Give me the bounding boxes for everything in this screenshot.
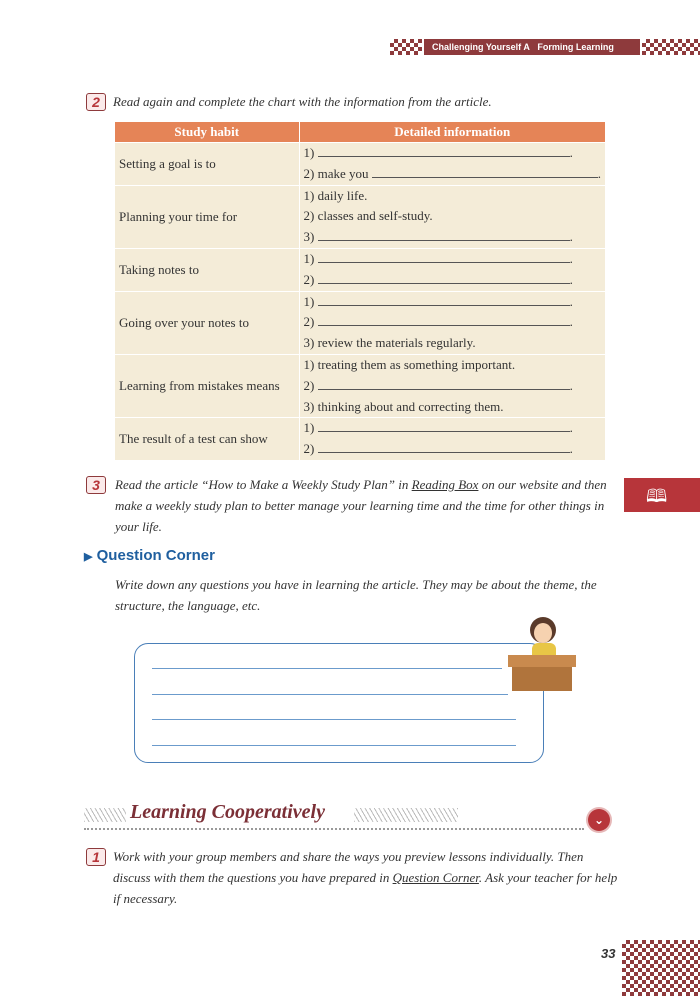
detail-line: 2) . [303,314,573,330]
detail-cell [299,185,605,248]
answer-blank[interactable] [318,143,570,157]
study-habit-chart [115,122,605,460]
open-book-icon: 🕮 [646,486,668,506]
detail-text: 1) [303,250,315,266]
study-habit-cell: The result of a test can show [115,418,299,460]
text: . Ask your teacher for help if necessary. [113,870,618,906]
detail-text: 2) [303,271,315,287]
detail-text: 1) [303,420,315,436]
detail-line: 1) . [303,145,573,160]
answer-blank[interactable] [318,292,570,306]
answer-blank[interactable] [318,249,570,263]
table-row [115,291,605,354]
detail-text: 3) [303,229,315,245]
detail-text: 1) [303,293,315,309]
hatch-decoration [354,808,458,822]
running-header [424,39,640,68]
column-header: Study habit [115,122,299,143]
section-title: Learning Cooperatively [130,801,325,823]
detail-text: 2) [303,377,315,393]
task-instruction: Read again and complete the chart with the information from the article. [113,94,492,109]
detail-line [304,333,601,354]
detail-line: 1) . [303,293,573,309]
writing-line[interactable] [152,694,508,695]
answer-blank[interactable] [318,227,570,241]
detail-line: 2) . [303,271,573,287]
answer-blank[interactable] [318,439,570,453]
hatch-decoration [84,808,126,822]
detail-cell [299,291,605,354]
task-instruction [115,474,620,537]
unit-label: Challenging Yourself A [432,42,530,52]
detail-cell [299,354,605,417]
writing-line[interactable] [152,719,516,720]
checker-decoration [390,39,422,55]
double-chevron-down-icon[interactable]: ⌄ [588,809,610,831]
text: Read the article “How to Make a Weekly Study Plan” in [115,477,412,492]
task-number: 1 [86,848,106,866]
answer-blank[interactable] [318,312,570,326]
detail-cell [299,418,605,460]
detail-text: 1) daily life. [303,187,368,203]
table-row [115,354,605,417]
detail-line: 2) . [303,441,573,457]
unit-title: Forming Learning Habits [432,42,614,68]
question-corner-heading [84,547,215,564]
table-row [115,418,605,460]
table-row [115,143,605,186]
heading-text: Question Corner [96,547,215,564]
study-habit-cell: Taking notes to [115,248,299,291]
checker-decoration [642,39,700,55]
study-habit-cell: Learning from mistakes means [115,354,299,417]
detail-line: 2) make you . [303,165,601,181]
checker-decoration [622,940,700,996]
detail-text: 2) classes and self-study. [303,208,433,224]
detail-line [304,397,601,418]
text: Work with your group members and share the ways you preview lessons individually. Then discuss with them the questions you have prepared in [113,849,584,885]
detail-line: 2) . [303,377,573,393]
study-habit-cell: Setting a goal is to [115,143,299,186]
question-instruction: Write down any questions you have in learning the article. They may be about the theme, the structure, the language, etc. [115,577,597,613]
detail-cell [299,248,605,291]
column-header: Detailed information [299,122,605,143]
detail-text: 3) review the materials regularly. [303,335,476,351]
detail-text: 3) thinking about and correcting them. [303,398,504,414]
table-row [115,185,605,248]
reading-box-link[interactable]: Reading Box [411,477,479,492]
answer-blank[interactable] [318,376,570,390]
side-tab [624,478,700,512]
dotted-divider [84,828,584,830]
detail-line: 1) . [303,250,573,266]
writing-line[interactable] [152,668,502,669]
detail-line [304,355,601,376]
question-corner-link[interactable]: Question Corner [392,870,479,885]
detail-cell [299,143,605,186]
writing-line[interactable] [152,745,516,746]
detail-line [304,206,601,227]
detail-text: 1) [303,145,315,160]
detail-text: 2) [303,441,315,457]
page-number: 33 [601,946,616,961]
detail-text: 2) make you [303,165,369,181]
student-at-desk-illustration [508,615,576,693]
answer-blank[interactable] [372,164,598,178]
answer-blank[interactable] [318,270,570,284]
detail-line: 1) . [303,420,573,436]
detail-line: 3) . [303,229,573,245]
triangle-icon: ▶ [84,551,93,563]
detail-text: 2) [303,314,315,330]
text: on our website and then make a weekly study plan to better manage your learning time and the time for other things in your life. [115,477,607,534]
task-number: 2 [86,93,106,111]
task-number: 3 [86,476,106,494]
detail-text: 1) treating them as something important. [303,356,516,372]
task-instruction [113,846,620,909]
detail-line [304,186,601,207]
table-row [115,248,605,291]
answer-blank[interactable] [318,418,570,432]
study-habit-cell: Planning your time for [115,185,299,248]
study-habit-cell: Going over your notes to [115,291,299,354]
